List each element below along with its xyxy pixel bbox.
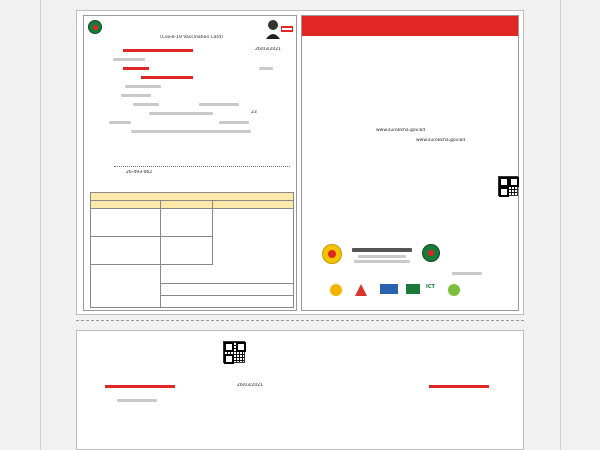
vaccination-card-page <box>76 10 524 315</box>
phone-value: 26-493-062 <box>126 170 153 175</box>
partner-logo-icon <box>380 284 398 294</box>
ministry-logo-icon <box>422 244 440 262</box>
partner-logo-icon <box>448 284 460 296</box>
field-value <box>133 103 159 106</box>
qr-code-icon <box>223 341 245 363</box>
qr-code-icon <box>498 176 518 196</box>
field-value <box>149 112 213 115</box>
field-value <box>125 85 161 88</box>
card-date-value: 26/03/2021 <box>255 47 281 52</box>
list-item <box>306 64 514 76</box>
cut-line <box>76 320 524 321</box>
program-name <box>352 248 412 252</box>
field-value <box>199 103 239 106</box>
page-edge-right <box>560 0 561 450</box>
field-value <box>259 67 273 70</box>
redacted-nid <box>141 76 193 79</box>
redacted-slip-id <box>105 385 175 388</box>
slip-date-value: 26/03/2021 <box>237 383 263 388</box>
vaccine-table <box>90 192 294 308</box>
epi-logo-icon <box>322 244 342 264</box>
bangladesh-emblem-icon <box>88 20 102 34</box>
field-value <box>113 58 145 61</box>
registration-slip <box>76 330 524 450</box>
col-header-signature <box>213 201 293 209</box>
program-sub <box>354 260 410 263</box>
table-footer-left <box>91 265 161 307</box>
card-left <box>83 15 297 311</box>
card-right <box>301 15 519 311</box>
list-item <box>306 88 514 96</box>
partners-label <box>452 272 482 275</box>
table-row <box>91 237 161 265</box>
partner-logo-icon <box>330 284 342 296</box>
card-title-en: (Covid-19 Vaccination Card) <box>160 35 223 40</box>
list-item <box>306 44 514 56</box>
field-value <box>121 94 151 97</box>
redacted-dob <box>123 67 149 70</box>
field-value <box>219 121 249 124</box>
partner-logo-icon <box>406 284 420 294</box>
field-value <box>131 130 251 133</box>
table-caption <box>91 193 293 201</box>
list-item <box>306 150 514 158</box>
list-item <box>306 108 514 116</box>
col-header-dose <box>91 201 161 209</box>
redacted-slip-nid <box>429 385 489 388</box>
instruction-list <box>306 44 514 194</box>
field-value <box>109 121 131 124</box>
page-edge-left <box>40 0 41 450</box>
table-row <box>91 209 161 237</box>
ward-value: 23 <box>251 110 257 115</box>
redacted-registration <box>123 49 193 52</box>
program-sub <box>358 255 406 258</box>
instructions-heading <box>302 16 518 36</box>
center-field-line <box>114 166 290 167</box>
card-fields <box>89 47 295 157</box>
portrait-photo-icon <box>264 18 294 40</box>
url-text: www.surokkha.gov.bd <box>416 138 466 143</box>
ict-division-logo-icon: ICT <box>426 284 435 290</box>
partner-logo-icon <box>354 282 368 296</box>
slip-name-value <box>117 399 157 402</box>
slip-header-row <box>85 383 517 393</box>
url-text: www.surokkha.gov.bd <box>376 128 426 133</box>
col-header-name <box>161 201 213 209</box>
